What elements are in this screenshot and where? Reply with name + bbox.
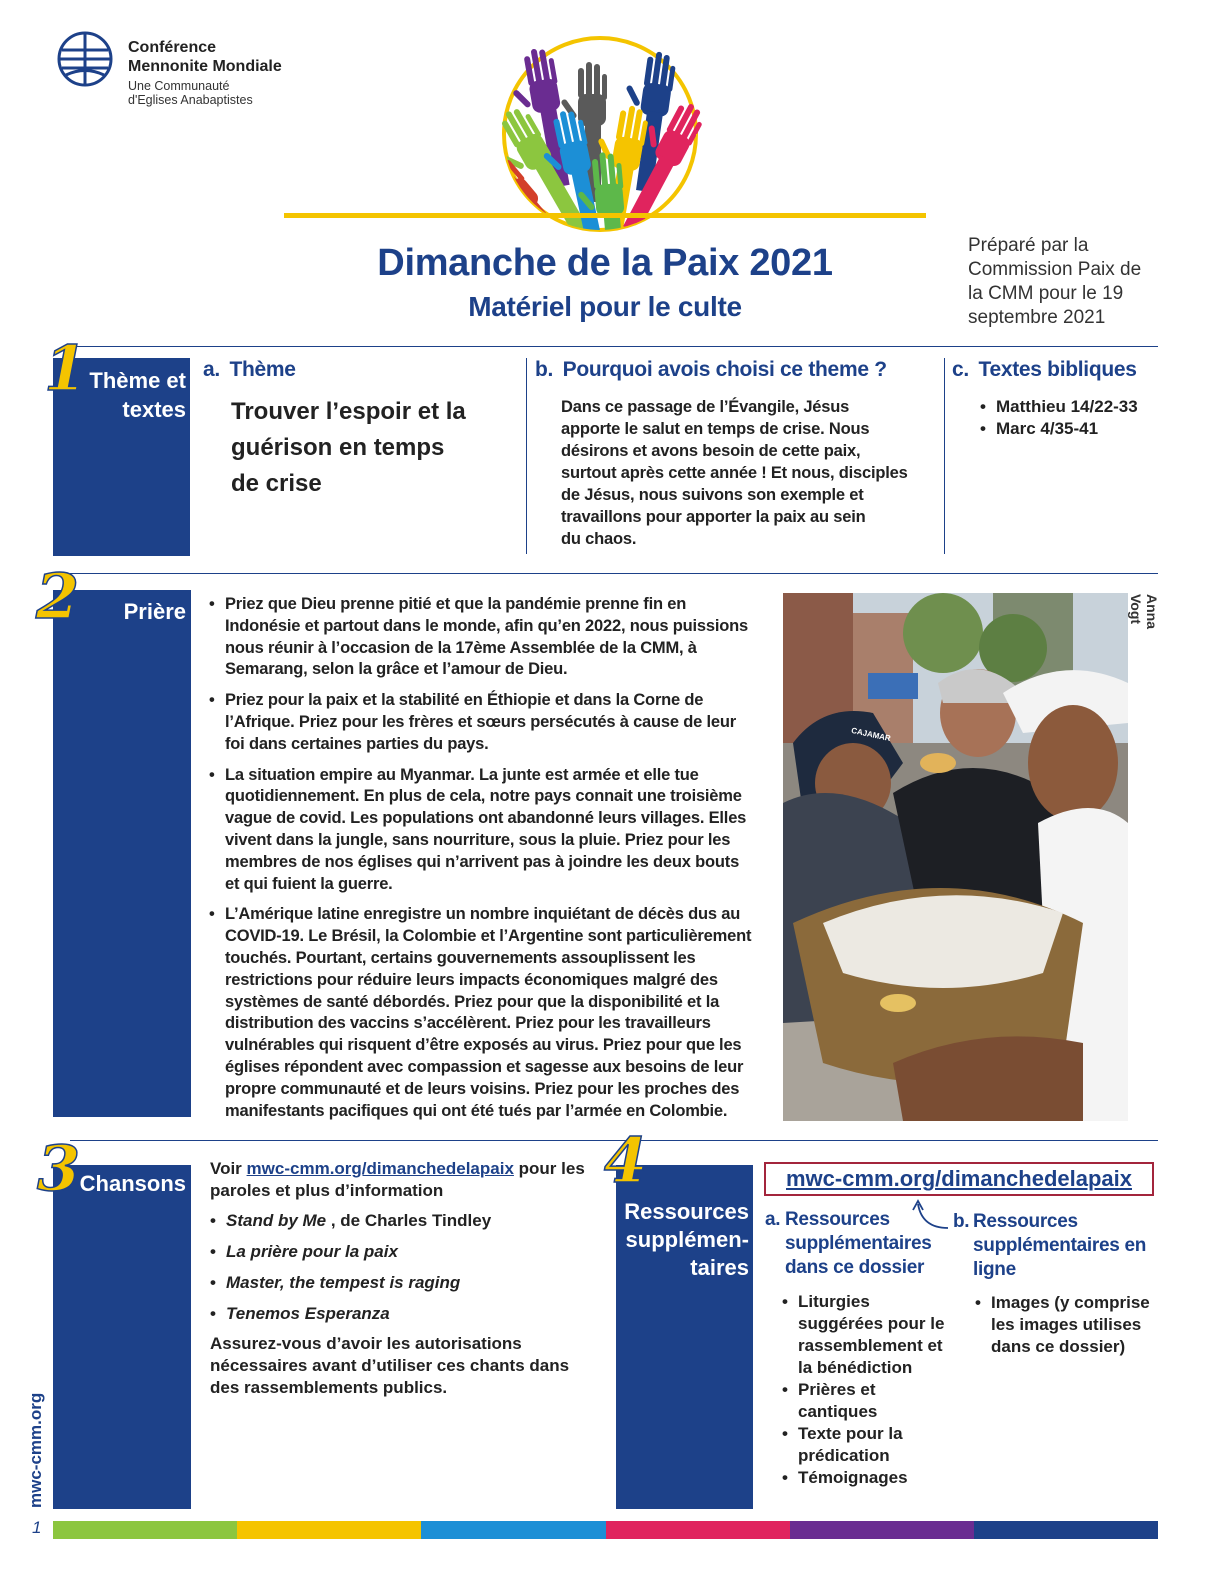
resources-a-heading [765,1208,932,1280]
theme-line: Trouver l’espoir et la [231,398,466,425]
resource-line: rassemblement et [798,1336,943,1355]
resources-b-title-line: ligne [973,1259,1016,1280]
cap-text: CAJAMAR [850,725,892,744]
resource-line: • Témoignages [798,1468,908,1487]
bible-list [980,396,1138,440]
prepared-line: Préparé par la [968,235,1089,256]
theme-line: guérison en temps [231,434,445,461]
section4-label-line: supplémen- [625,1227,749,1252]
songs-intro-suffix: pour les [518,1159,585,1178]
section1-number: 1 [44,332,88,405]
songs-note [210,1333,569,1399]
resource-line: cantiques [798,1402,878,1421]
why-line: du chaos. [561,530,637,548]
section1-label [60,366,186,424]
songs-link[interactable]: mwc-cmm.org/dimanchedelapaix [246,1159,514,1178]
why-line: désirons et avons besoin de cette paix, [561,442,861,460]
prayer-line: quotidiennement. En plus de cela, notre pays connait une troisième [225,787,742,806]
songs-intro [210,1158,600,1202]
prayer-line: nous réunir à l’occasion de la 17ème Assemblée de la CMM, à [225,638,697,657]
section3-label: Chansons [79,1171,186,1196]
theme-letter: a. [203,358,220,381]
section2-label: Prière [123,599,186,624]
why-letter: b. [535,358,554,381]
song-title: Stand by Me [226,1211,327,1230]
stripe-segment [606,1521,790,1539]
prayer-line: églises répondent avec compassion et sagesse aux besoins de leur [225,1057,744,1076]
resource-line: • Liturgies [798,1292,870,1311]
resources-a-title-line: Ressources [785,1209,890,1230]
resource-line: les images utilises [991,1315,1142,1334]
song-item [210,1272,600,1294]
resource-line: • Prières et [798,1380,876,1399]
prayer-line: vivent dans la jungle, sans nourriture, sous la pluie. Priez pour les [225,830,731,849]
songs-note-line: nécessaires avant d’utiliser ces chants dans [210,1356,570,1375]
page-title: Dimanche de la Paix 2021 [377,242,833,284]
song-item [210,1210,600,1232]
org-name-line2: Mennonite Mondiale [128,58,282,75]
section1-label-line: Thème et [89,368,186,393]
stripe-segment [421,1521,605,1539]
prayer-line: • Priez que Dieu prenne pitié et que la pandémie prenne fin en [225,595,687,613]
resources-b-letter: b. [953,1211,970,1232]
column-divider [944,358,945,554]
songs-note-line: Assurez-vous d’avoir les autorisations [210,1334,522,1353]
songs-intro-prefix: Voir [210,1159,242,1178]
resource-line: • Images (y comprise [991,1293,1150,1312]
title-rule [284,213,926,218]
prayer-line: manifestants pacifiques qui ont été tués par l’armée en Colombie. [225,1101,728,1120]
resources-b-title-line: Ressources [973,1211,1078,1232]
stripe-segment [974,1521,1158,1539]
why-line: travaillons pour apporter la paix au sein [561,508,866,526]
org-name-line1: Conférence [128,39,217,56]
prayer-line: et qui fuient la guerre. [225,874,393,893]
prayer-line: l’Afrique. Priez pour les frères et sœurs persécutés à cause de leur [225,712,736,731]
resource-item [782,1379,962,1423]
theme-text [231,394,466,502]
stripe-segment [237,1521,421,1539]
prayer-line: touchés. Pourtant, certains gouvernements assouplissent les [225,948,696,967]
raised-hands-emblem [480,34,720,234]
prepared-line: Commission Paix de [968,259,1142,280]
prayer-line: COVID-19. Le Brésil, la Colombie et l’Argentine sont particulièrement [225,927,752,946]
songs-intro-line2: paroles et plus d’information [210,1181,444,1200]
song-title: Tenemos Esperanza [226,1304,390,1323]
prayer-line: systèmes de santé débordés. Priez pour que la disponibilité et la [225,992,720,1011]
resources-a-letter: a. [765,1209,781,1230]
prayer-line: Semarang, selon la grâce et l’amour de Dieu. [225,660,568,679]
why-heading [535,358,887,382]
section2-block [53,590,191,1117]
column-divider [526,358,527,554]
prayer-line: • La situation empire au Myanmar. La junte est armée et elle tue [225,765,699,784]
songs-list [210,1210,600,1334]
resource-line: suggérées pour le [798,1314,945,1333]
prayer-photo[interactable] [783,593,1128,1121]
section3-number: 3 [37,1132,81,1205]
prayer-line: foi dans certaines parties du pays. [225,734,489,753]
resource-item [975,1292,1155,1358]
why-text [561,396,908,550]
song-item [210,1303,600,1325]
bible-item: • Marc 4/35-41 [980,418,1138,440]
why-line: Dans ce passage de l’Évangile, Jésus [561,398,850,416]
resources-b-list [975,1292,1155,1358]
divider [70,346,1158,347]
section4-number: 4 [604,1124,648,1197]
resource-line: • Texte pour la [798,1424,903,1443]
resources-a-title-line: supplémentaires [785,1233,932,1254]
song-title: La prière pour la paix [226,1242,398,1261]
resources-link-box[interactable] [764,1162,1154,1196]
resource-item [782,1467,962,1489]
page-subtitle: Matériel pour le culte [468,291,742,322]
org-sub-line2: d'Eglises Anabaptistes [128,93,253,107]
prayer-item [209,690,769,755]
prepared-line: septembre 2021 [968,307,1106,328]
bible-letter: c. [952,358,969,381]
resources-b-title-line: supplémentaires en [973,1235,1147,1256]
songs-note-line: des rassemblements publics. [210,1378,448,1397]
globe-cross-icon [56,30,114,88]
prayer-line: propre communauté et de leurs voisins. Priez pour les proches des [225,1079,740,1098]
prayer-list [209,594,769,1131]
prayer-item [209,765,769,896]
prayer-line: membres de nos églises qui n’arrivent pas à joindre les deux bouts [225,852,740,871]
resource-item [782,1291,962,1379]
song-title: Master, the tempest is raging [226,1273,461,1292]
section3-block [53,1165,191,1509]
stripe-segment [53,1521,237,1539]
prayer-line: restrictions pour réduire leurs impacts économiques malgré des [225,970,718,989]
prayer-item [209,904,769,1122]
prayer-item [209,594,769,681]
theme-line: de crise [231,470,322,497]
song-item [210,1241,600,1263]
page-number: 1 [32,1518,42,1537]
why-title: Pourquoi avois choisi ce theme ? [562,358,887,381]
section1-label-line: textes [122,397,186,422]
section2-number: 2 [36,560,80,633]
song-extra: , de Charles Tindley [326,1211,492,1230]
bible-title: Textes bibliques [978,358,1137,381]
section4-label [618,1198,749,1282]
why-line: de Jésus, nous suivons son exemple et [561,486,864,504]
org-sub-line1: Une Communauté [128,79,230,93]
bible-item: • Matthieu 14/22-33 [980,396,1138,418]
resources-a-title-line: dans ce dossier [785,1257,925,1278]
section4-label-line: taires [690,1255,749,1280]
org-logo[interactable] [56,30,316,110]
prayer-line: Indonésie et partout dans le monde, afin qu’en 2022, nous puissions [225,616,748,635]
prayer-line: vulnérables qui risquent d’être exposés au virus. Priez pour que les [225,1036,742,1055]
photo-credit: Anna Vogt [1128,594,1160,629]
bible-heading [952,358,1137,382]
resources-link[interactable]: mwc-cmm.org/dimanchedelapaix [786,1166,1132,1191]
why-line: surtout après cette année ! Et nous, disciples [561,464,908,482]
theme-title: Thème [229,358,296,381]
resource-item [782,1423,962,1467]
prayer-line: • L’Amérique latine enregistre un nombre inquiétant de décès dus au [225,905,741,924]
section4-label-line: Ressources [624,1199,749,1224]
side-url[interactable]: mwc-cmm.org [26,1392,45,1508]
prepared-by [968,234,1141,330]
theme-heading [203,358,296,382]
prepared-line: la CMM pour le 19 [968,283,1124,304]
divider [70,573,1158,574]
resources-b-heading [953,1210,1146,1282]
resources-a-list [782,1291,962,1489]
stripe-segment [790,1521,974,1539]
resource-line: prédication [798,1446,890,1465]
why-line: apporte le salut en temps de crise. Nous [561,420,870,438]
prayer-line: • Priez pour la paix et la stabilité en Éthiopie et dans la Corne de [225,691,704,710]
resource-line: la bénédiction [798,1358,913,1377]
resource-line: dans ce dossier) [991,1337,1126,1356]
prayer-line: vague de covid. Les populations ont abandonné leurs villages. Elles [225,809,747,828]
color-stripe [53,1521,1158,1539]
prayer-line: distribution des vaccins s’accélèrent. Priez pour les travailleurs [225,1014,711,1033]
